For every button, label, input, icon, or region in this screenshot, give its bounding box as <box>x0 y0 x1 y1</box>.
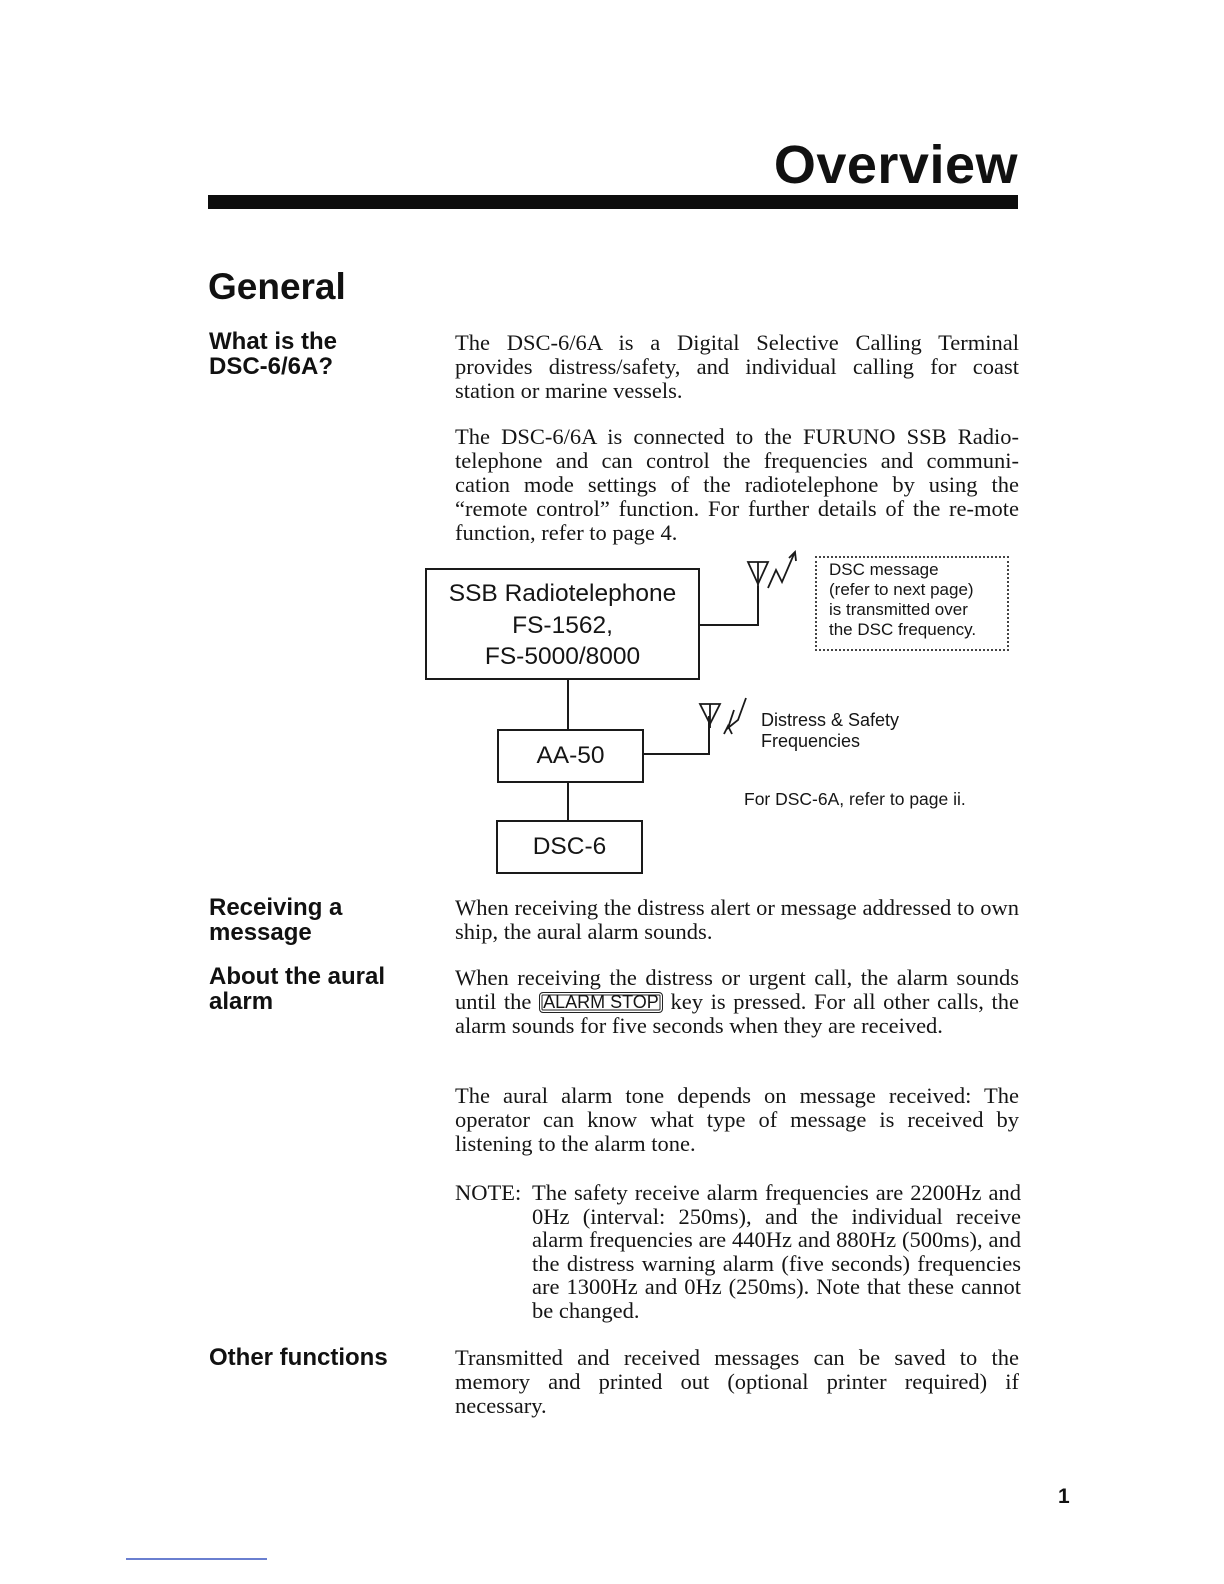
other-functions-paragraph: Transmitted and received messages can be saved to the memory and printed out (optional printer required) if necessary. <box>455 1345 1019 1418</box>
heading-receiving <box>209 895 342 945</box>
aa50-label: AA-50 <box>536 742 605 769</box>
aa-dsc-connector <box>567 783 569 821</box>
aural-p1-before: When receiving the distress or urgent call, the alarm sounds until the <box>455 965 1019 1014</box>
ssb-box-line2: FS-1562, <box>512 611 613 639</box>
note-label: NOTE: <box>455 1180 522 1205</box>
distress-safety-label <box>761 710 899 752</box>
page-number: 1 <box>1058 1485 1070 1508</box>
distress-label-line2: Frequencies <box>761 731 861 751</box>
aural-paragraph-2: The aural alarm tone depends on message received: The operator can know what type of message is received by listening to the alarm tone. <box>455 1083 1019 1156</box>
alarm-note <box>455 1181 1021 1323</box>
heading-aural-line1: About the aural <box>209 963 386 990</box>
section-heading: General <box>208 266 346 307</box>
distress-antenna-icon <box>696 694 754 744</box>
heading-aural-line2: alarm <box>209 988 274 1015</box>
aa50-box <box>497 729 644 783</box>
heading-what-is <box>209 329 337 379</box>
note-text: The safety receive alarm frequencies are 2200Hz and 0Hz (interval: 250ms), and the individual receive alarm frequencies are 440Hz and 880Hz (500ms), and the distress warning alarm (five seconds) frequencies are 1300Hz and 0Hz (250ms). Note that these cannot be changed. <box>532 1180 1021 1323</box>
heading-other-functions: Other functions <box>209 1344 388 1371</box>
ssb-radiotelephone-box <box>425 568 700 680</box>
heading-what-is-line2: DSC-6/6A? <box>209 353 334 380</box>
ssb-aa-connector <box>567 680 569 730</box>
ssb-box-line3: FS-5000/8000 <box>484 643 641 670</box>
callout-line2: (refer to next page) <box>829 580 974 599</box>
dsc6-box <box>496 820 643 874</box>
dsc-message-callout <box>815 556 1009 651</box>
heading-aural-alarm <box>209 964 385 1014</box>
title-rule <box>208 195 1018 209</box>
what-is-paragraph-1: The DSC-6/6A is a Digital Selective Calling Terminal provides distress/safety, and individual calling for coast station or marine vessels. <box>455 330 1019 403</box>
aa-antenna-lead <box>644 753 710 755</box>
receiving-paragraph: When receiving the distress alert or message addressed to own ship, the aural alarm sounds. <box>455 895 1019 944</box>
distress-label-line1: Distress & Safety <box>761 710 900 730</box>
dsc6a-footnote: For DSC-6A, refer to page ii. <box>744 789 966 809</box>
ssb-antenna-lead <box>700 624 759 626</box>
aural-paragraph-1 <box>455 966 1019 1038</box>
callout-line4: the DSC frequency. <box>829 620 977 639</box>
page-title: Overview <box>773 135 1018 195</box>
alarm-stop-key: ALARM STOP <box>539 992 663 1013</box>
heading-what-is-line1: What is the <box>209 328 338 355</box>
what-is-paragraph-2: The DSC-6/6A is connected to the FURUNO SSB Radio-telephone and can control the frequencies and communi-cation mode settings of the radiotelephone by using the “remote control” function. For further details of the re-mote function, refer to page 4. <box>455 424 1019 545</box>
aural-p1-after: key is pressed. For all other calls, the alarm sounds for five seconds when they are received. <box>455 989 1020 1038</box>
dsc6-label: DSC-6 <box>532 833 607 860</box>
callout-line1: DSC message <box>829 560 939 579</box>
dsc-antenna-icon <box>744 550 806 596</box>
callout-line3: is transmitted over <box>829 600 968 619</box>
heading-receiving-line2: message <box>209 919 312 946</box>
heading-receiving-line1: Receiving a <box>209 894 343 921</box>
ssb-box-line1: SSB Radiotelephone <box>448 580 677 607</box>
scan-artifact-line <box>126 1558 267 1560</box>
